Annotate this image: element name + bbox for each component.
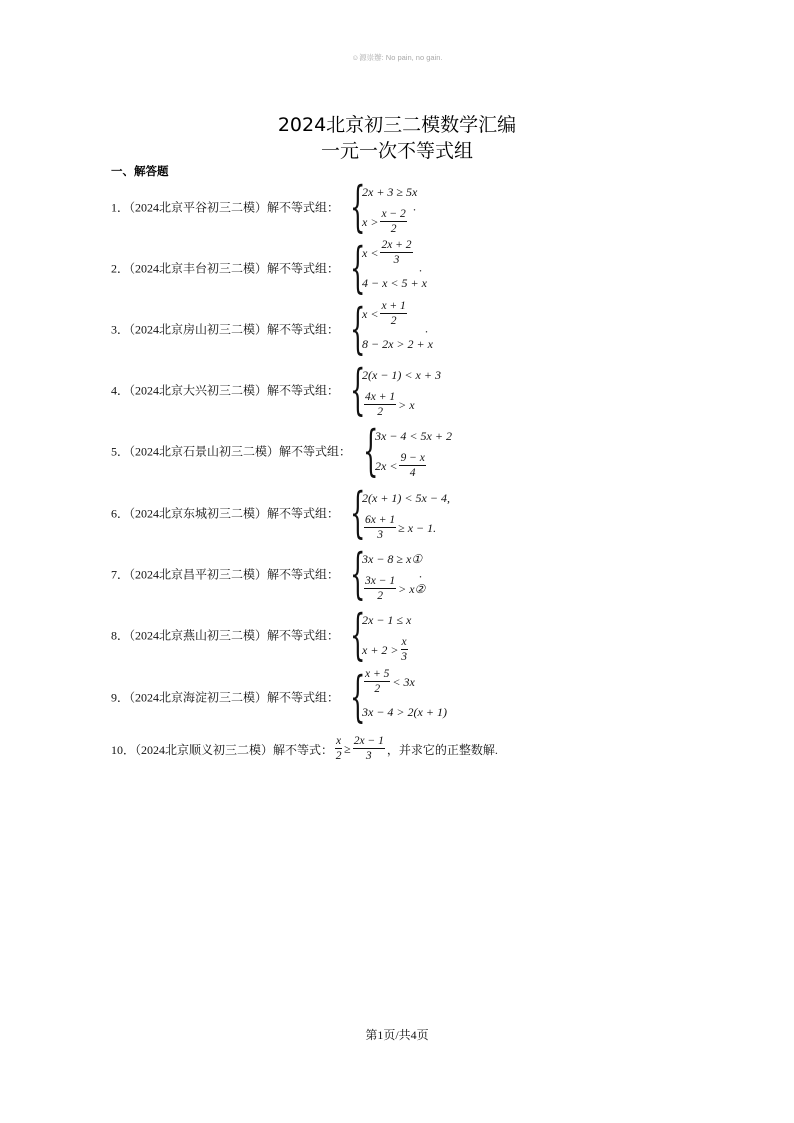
- question-8-system: [350, 605, 411, 665]
- fraction: $\frac{x + 1}{2}$: [381, 299, 406, 327]
- section-heading: 一、解答题: [111, 164, 169, 178]
- inequality-line: 2(x − 1) < x + 3: [362, 367, 441, 382]
- inequality: $\frac{x}{2}$ ≥ $\frac{2x - 1}{3}$: [335, 734, 384, 762]
- fraction: $\frac{2x + 2}{3}$: [381, 238, 412, 266]
- punctuation: .: [425, 321, 428, 336]
- inequality-line: 2x + 3 ≥ 5x: [362, 184, 418, 199]
- inequality-line: x < $\frac{2x + 2}{3}$: [362, 238, 412, 266]
- inequality-line: 3x − 4 < 5x + 2: [375, 428, 452, 443]
- fraction: $\frac{9 - x}{4}$: [400, 451, 425, 479]
- question-2-text: 2．（2024北京丰台初三二模）解不等式组：: [111, 261, 340, 276]
- punctuation: .: [413, 199, 416, 214]
- inequality-line: 3x − 4 > 2(x + 1): [362, 704, 447, 719]
- inequality-line: $\frac{6x + 1}{3}$ ≥ x − 1.: [365, 513, 437, 541]
- inequality-line: x > $\frac{x - 2}{2}$: [362, 207, 406, 235]
- inequality-line: $\frac{3x - 1}{2}$ > x②: [365, 574, 426, 602]
- question-1-text: 1．（2024北京平谷初三二模）解不等式组：: [111, 200, 340, 215]
- question-7-text: 7．（2024北京昌平初三二模）解不等式组：: [111, 567, 340, 582]
- inequality-line: 2x < $\frac{9 - x}{4}$: [375, 451, 425, 479]
- document-subtitle: 一元一次不等式组: [320, 140, 473, 162]
- page-number: 第1页/共4页: [365, 1028, 429, 1042]
- fraction: $\frac{4x + 1}{2}$: [365, 390, 396, 418]
- inequality-line: 2x − 1 ≤ x: [362, 612, 412, 627]
- question-10-text: [111, 732, 498, 766]
- brace-icon: {: [350, 665, 366, 728]
- fraction: $\frac{x}{3}$: [401, 635, 407, 663]
- brace-icon: {: [350, 481, 366, 544]
- inequality-line: x < $\frac{x + 1}{2}$: [362, 299, 406, 327]
- fraction: $\frac{2x - 1}{3}$: [353, 734, 384, 762]
- question-5-system: [363, 421, 452, 481]
- brace-icon: {: [350, 175, 366, 238]
- punctuation: .: [419, 260, 422, 275]
- question-3-system: [350, 299, 433, 359]
- inequality-line: x + 2 > $\frac{x}{3}$: [362, 635, 407, 663]
- fraction: $\frac{3x - 1}{2}$: [365, 574, 396, 602]
- question-6-system: [350, 483, 450, 543]
- fraction: $\frac{x - 2}{2}$: [381, 207, 406, 235]
- question-10: [111, 732, 498, 766]
- fraction: $\frac{6x + 1}{3}$: [365, 513, 396, 541]
- fraction: $\frac{x}{2}$: [335, 734, 342, 762]
- question-1-system: [350, 177, 417, 237]
- brace-icon: {: [350, 542, 366, 605]
- inequality-line: 8 − 2x > 2 + x: [362, 336, 433, 351]
- question-9-system: [350, 667, 447, 727]
- question-3-text: 3．（2024北京房山初三二模）解不等式组：: [111, 322, 340, 337]
- brace-icon: {: [350, 358, 366, 421]
- punctuation: .: [419, 566, 422, 581]
- question-10-prefix: 10．（2024北京顺义初三二模）解不等式：: [111, 742, 334, 757]
- question-5-text: 5．（2024北京石景山初三二模）解不等式组：: [111, 444, 352, 459]
- question-7-system: [350, 544, 425, 604]
- inequality-line: 4 − x < 5 + x: [362, 275, 427, 290]
- fraction: $\frac{x + 5}{2}$: [365, 667, 390, 695]
- document-title: 2024北京初三二模数学汇编: [277, 114, 517, 136]
- question-9-text: 9．（2024北京海淀初三二模）解不等式组：: [111, 690, 340, 705]
- brace-icon: {: [363, 419, 379, 482]
- question-4-text: 4．（2024北京大兴初三二模）解不等式组：: [111, 383, 340, 398]
- question-2-system: [350, 238, 427, 298]
- inequality-line: $\frac{x + 5}{2}$ < 3x: [365, 667, 415, 695]
- brace-icon: {: [350, 297, 366, 360]
- watermark: ☺源崇辦: No pain, no gain.: [351, 53, 443, 62]
- inequality-line: 2(x + 1) < 5x − 4,: [362, 490, 450, 505]
- inequality-line: 3x − 8 ≥ x①: [362, 551, 423, 566]
- question-6-text: 6．（2024北京东城初三二模）解不等式组：: [111, 506, 340, 521]
- question-8-text: 8．（2024北京燕山初三二模）解不等式组：: [111, 628, 340, 643]
- question-10-suffix: ，并求它的正整数解.: [386, 742, 498, 757]
- brace-icon: {: [350, 236, 366, 299]
- question-4-system: [350, 360, 441, 420]
- brace-icon: {: [350, 603, 366, 666]
- inequality-line: $\frac{4x + 1}{2}$ > x: [365, 390, 415, 418]
